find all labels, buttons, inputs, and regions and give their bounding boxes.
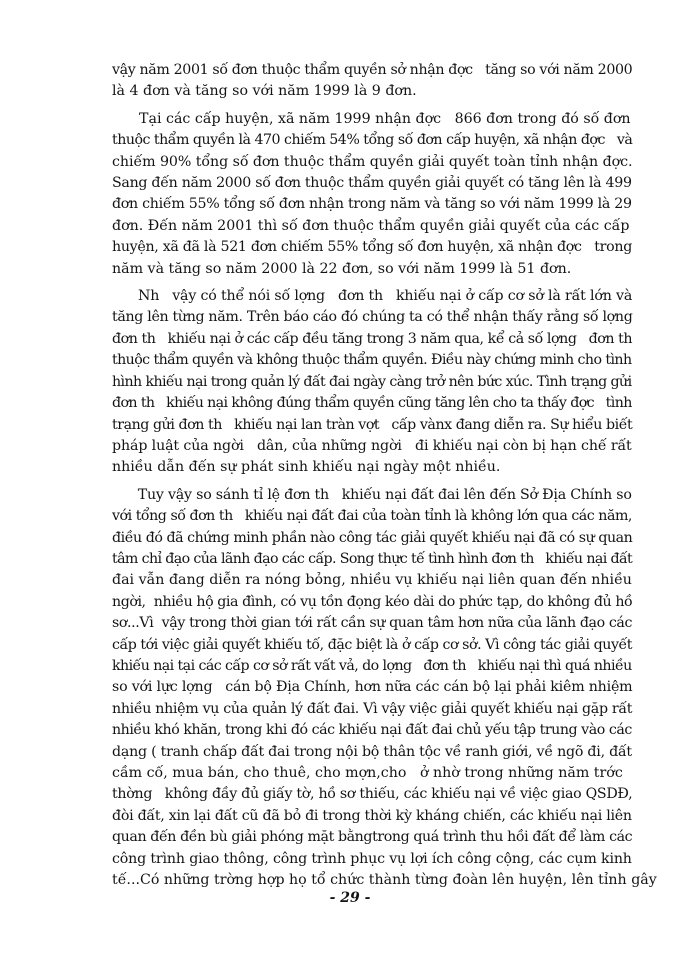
text-line: đơn chiếm 55% tổng số đơn nhận trong năm và tăng so với năm 1999 là 29: [112, 196, 632, 213]
text-line: đơn. Đến năm 2001 thì số đơn thuộc thẩm quyền giải quyết của các cấp: [112, 217, 630, 234]
paragraph-1: [112, 60, 632, 103]
text-line: tế...Có những trờng hợp họ tổ chức thành từng đoàn lên huyện, lên tỉnh gây: [112, 872, 657, 889]
paragraph-3: [112, 286, 632, 479]
text-line: trạng gửi đơn th khiếu nại lan tràn vợt cấp vànx đang diễn ra. Sự hiểu biết: [112, 416, 633, 433]
text-line: nhiều nhiệm vụ của quản lý đất đai. Vì vậy việc giải quyết khiếu nại gặp rất: [112, 700, 633, 717]
paragraph-4: [112, 485, 657, 892]
text-line: tăng lên từng năm. Trên báo cáo đó chúng ta có thể nhận thấy rằng số lợng: [112, 309, 633, 326]
text-line: năm và tăng so năm 2000 là 22 đơn, so với năm 1999 là 51 đơn.: [112, 260, 572, 277]
text-line: Tuy vậy so sánh tỉ lệ đơn th khiếu nại đất đai lên đến Sở Địa Chính so: [112, 486, 632, 503]
text-line: sơ...Vì vậy trong thời gian tới rất cần sự quan tâm hơn nữa của lãnh đạo các: [112, 615, 633, 632]
text-line: hình khiếu nại trong quản lý đất đai ngày càng trở nên bức xúc. Tình trạng gửi: [112, 373, 632, 390]
text-line: cấp tới việc giải quyết khiếu tố, đặc biệt là ở cấp cơ sở. Vì công tác giải quyết: [112, 636, 633, 653]
text-line: dạng ( tranh chấp đất đai trong nội bộ thân tộc về ranh giới, về ngõ đi, đất: [112, 743, 632, 760]
text-line: công trình giao thông, công trình phục vụ lợi ích công cộng, các cụm kinh: [112, 850, 632, 867]
text-line: ngời, nhiều hộ gia đình, có vụ tồn đọng kéo dài do phức tạp, do không đủ hồ: [112, 593, 633, 610]
document-body: [112, 60, 657, 891]
text-line: Sang đến năm 2000 số đơn thuộc thẩm quyền giải quyết có tăng lên là 499: [112, 175, 632, 192]
text-line: cầm cố, mua bán, cho thuê, cho mợn,cho ở nhờ trong những năm trớc: [112, 765, 623, 781]
text-line: quan đến đền bù giải phóng mặt bằngtrong quá trình thu hồi đất để làm các: [112, 829, 633, 846]
text-line: đai vẫn đang diễn ra nóng bỏng, nhiều vụ khiếu nại liên quan đến nhiều: [112, 572, 632, 589]
text-line: thờng không đầy đủ giấy tờ, hồ sơ thiếu, các khiếu nại về việc giao QSDĐ,: [112, 786, 633, 803]
text-line: chiếm 90% tổng số đơn thuộc thẩm quyền giải quyết toàn tỉnh nhận đợc.: [112, 153, 633, 170]
text-line: huyện, xã đã là 521 đơn chiếm 55% tổng số đơn huyện, xã nhận đợc trong: [112, 239, 632, 256]
page-number: - 29 -: [329, 890, 371, 906]
text-line: thuộc thẩm quyền là 470 chiếm 54% tổng số đơn cấp huyện, xã nhận đợc và: [112, 132, 633, 149]
text-line: Nh vậy có thể nói số lợng đơn th khiếu nại ở cấp cơ sở là rất lớn và: [112, 288, 633, 305]
text-line: là 4 đơn và tăng so với năm 1999 là 9 đơn.: [112, 83, 417, 100]
text-line: nhiều khó khăn, trong khi đó các khiếu nại đất đai chủ yếu tập trung vào các: [112, 722, 632, 739]
text-line: điều đó đã chứng minh phần nào công tác giải quyết khiếu nại đã có sự quan: [112, 529, 633, 546]
text-line: đơn th khiếu nại ở các cấp đều tăng trong 3 năm qua, kể cả số lợng đơn th: [112, 330, 633, 347]
text-line: vậy năm 2001 số đơn thuộc thẩm quyền sở nhận đợc tăng so với năm 2000: [112, 62, 633, 78]
text-line: với tổng số đơn th khiếu nại đất đai của toàn tỉnh là không lớn qua các năm,: [112, 508, 632, 525]
text-line: pháp luật của ngời dân, của những ngời đi khiếu nại còn bị hạn chế rất: [112, 437, 632, 454]
text-line: đơn th khiếu nại không đúng thẩm quyền cũng tăng lên cho ta thấy đợc tình: [112, 395, 632, 412]
text-line: thuộc thẩm quyền và không thuộc thẩm quyền. Điều này chứng minh cho tình: [112, 352, 632, 369]
text-line: tâm chỉ đạo của lãnh đạo các cấp. Song thực tế tình hình đơn th khiếu nại đất: [112, 550, 633, 567]
paragraph-2: [112, 109, 632, 280]
text-line: Tại các cấp huyện, xã năm 1999 nhận đợc 866 đơn trong đó số đơn: [112, 110, 631, 127]
text-line: khiếu nại tại các cấp cơ sở rất vất vả, do lợng đơn th khiếu nại thì quá nhiều: [112, 657, 632, 674]
text-line: so với lực lợng cán bộ Địa Chính, hơn nữa các cán bộ lại phải kiêm nhiệm: [112, 679, 633, 696]
text-line: đòi đất, xin lại đất cũ đã bỏ đi trong thời kỳ kháng chiến, các khiếu nại liên: [112, 807, 632, 824]
text-line: nhiều dẫn đến sự phát sinh khiếu nại ngày một nhiều.: [112, 459, 501, 476]
